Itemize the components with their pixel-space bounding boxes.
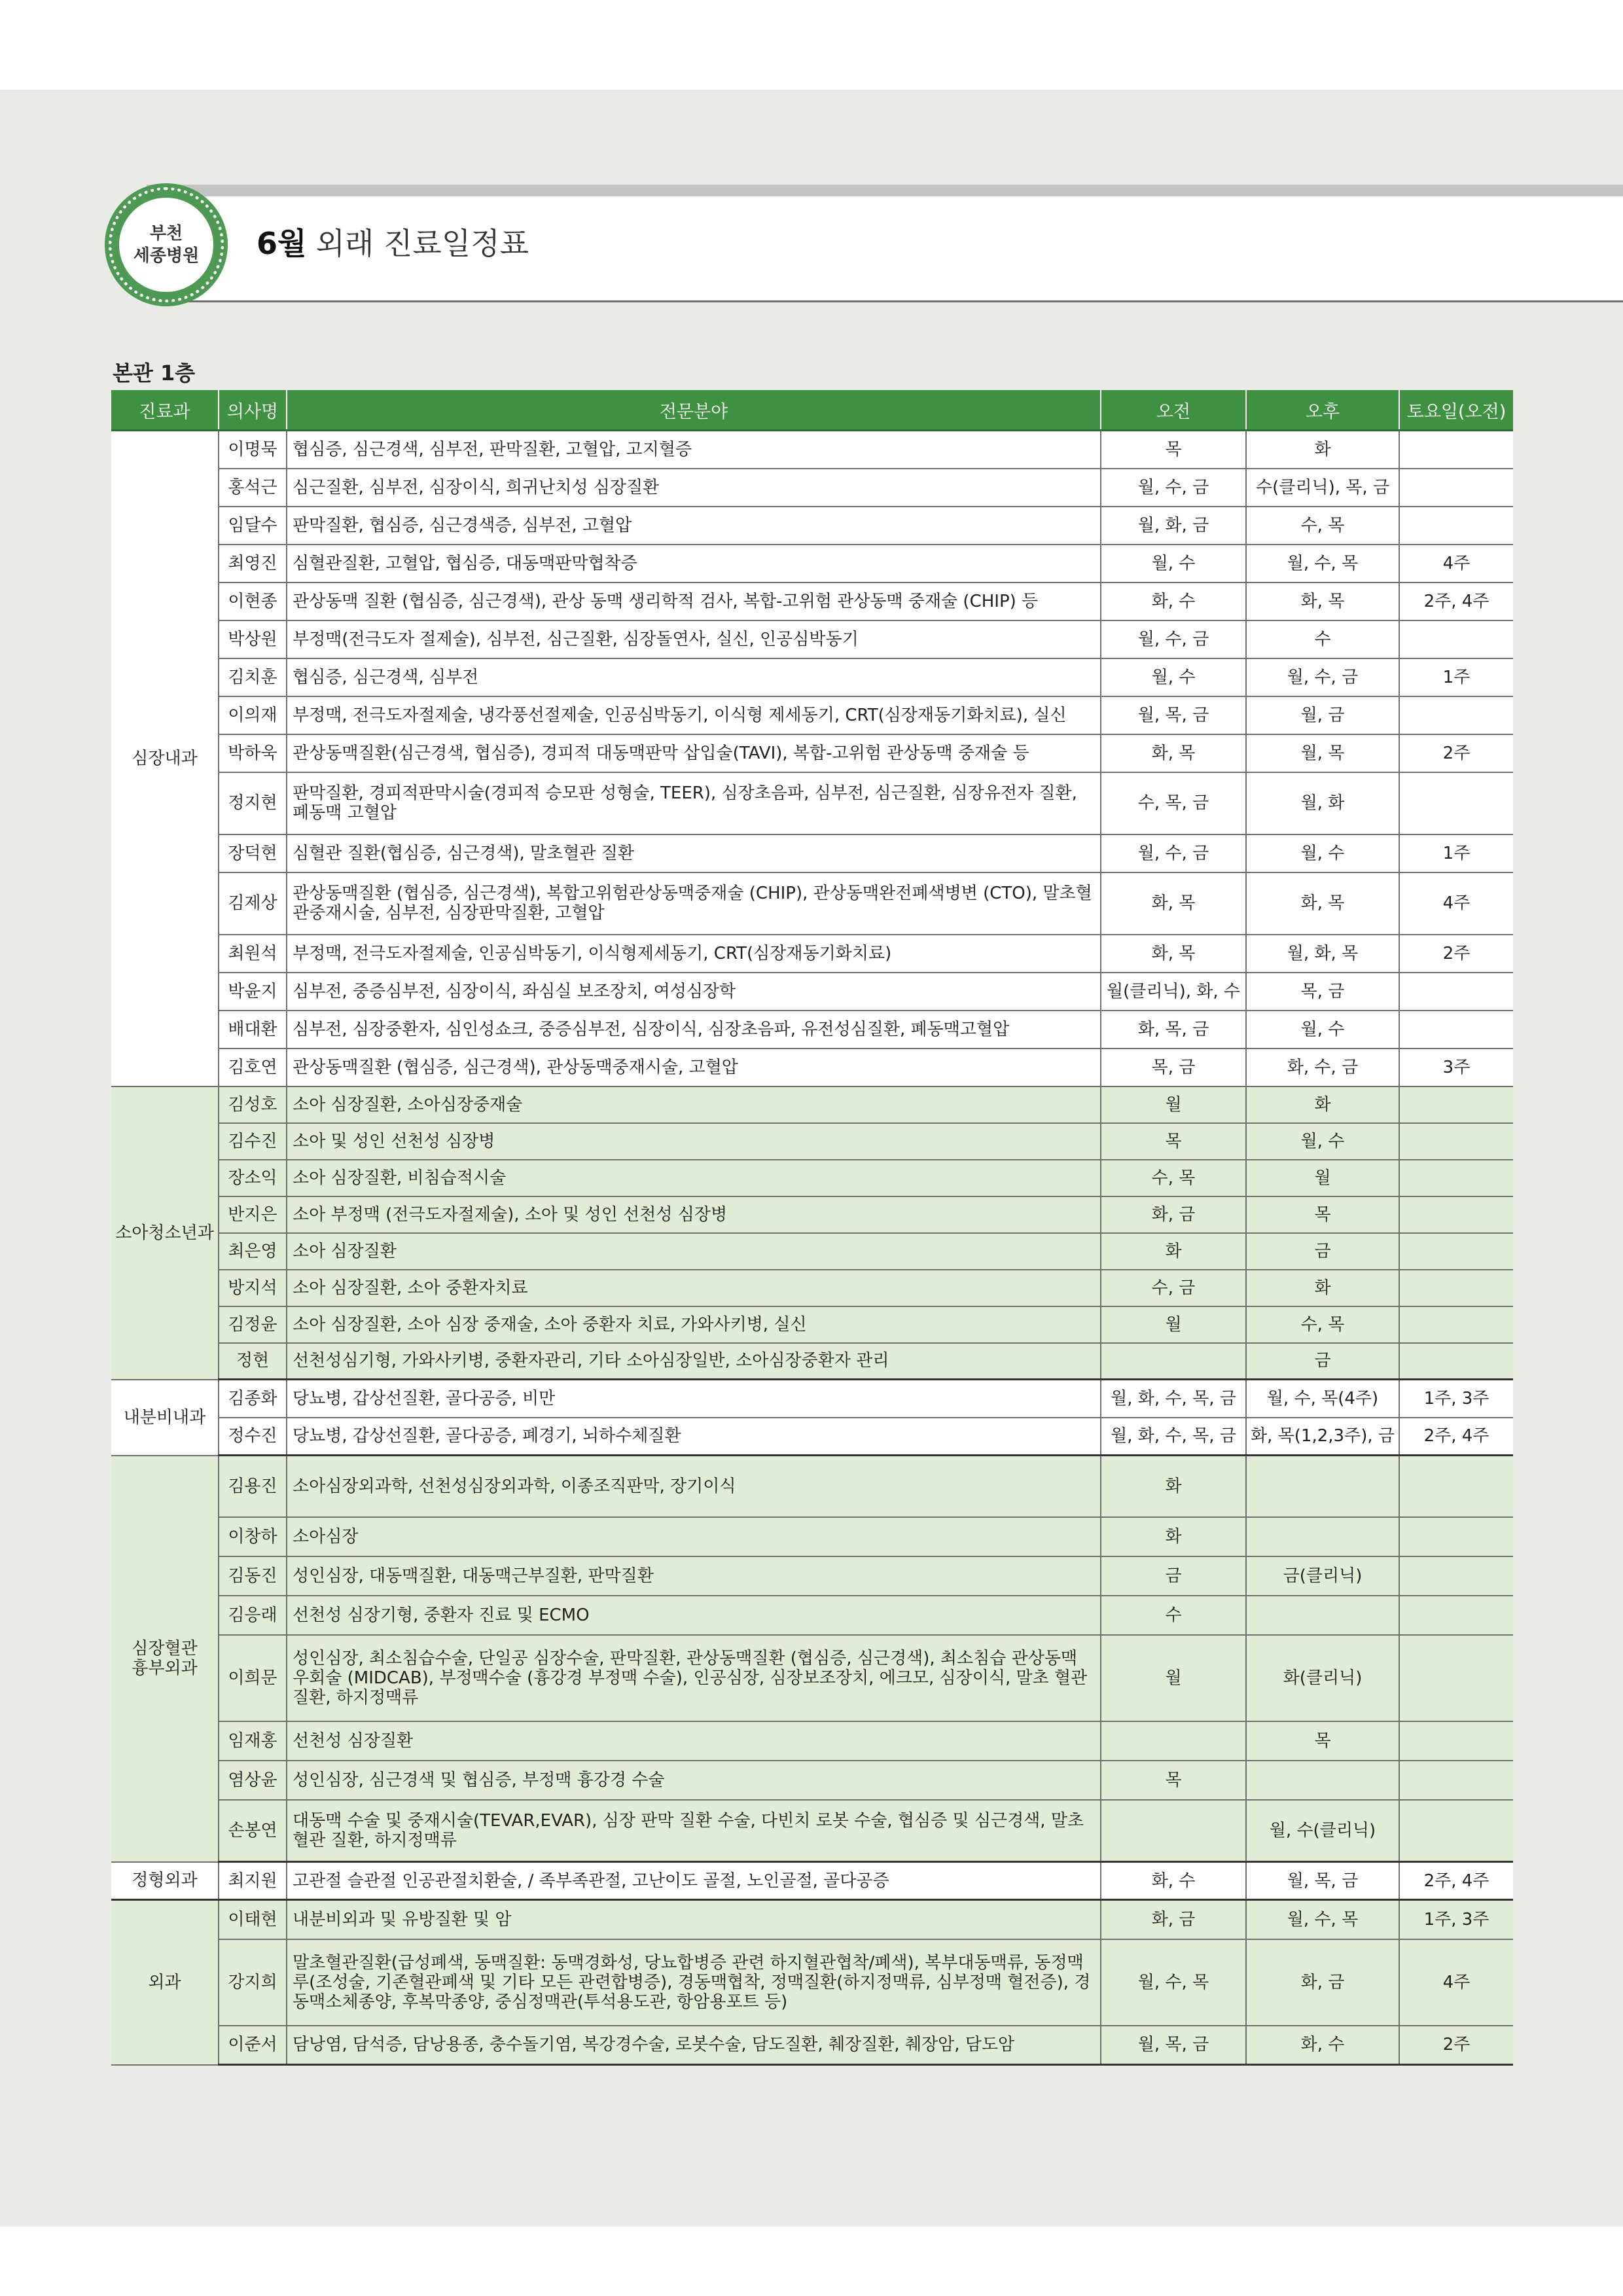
table-row <box>111 469 1513 507</box>
saturday-weeks <box>1399 1721 1513 1761</box>
saturday-weeks <box>1399 1635 1513 1721</box>
afternoon-days: 화 <box>1246 1270 1399 1306</box>
afternoon-days: 월 <box>1246 1160 1399 1196</box>
morning-days: 월 <box>1101 1306 1246 1343</box>
morning-days: 월, 수 <box>1101 545 1246 583</box>
table-row <box>111 1160 1513 1196</box>
department-group-cardiothoracic-surgery <box>111 1456 1513 1862</box>
doctor-name: 김정윤 <box>219 1306 287 1343</box>
afternoon-days: 화, 금 <box>1246 1939 1399 2026</box>
table-row <box>111 696 1513 734</box>
morning-days: 화, 목 <box>1101 935 1246 973</box>
table-row <box>111 935 1513 973</box>
morning-days: 월, 화, 금 <box>1101 507 1246 545</box>
afternoon-days: 목, 금 <box>1246 973 1399 1011</box>
specialty: 관상동맥질환(심근경색, 협심증), 경피적 대동맥판막 삽입술(TAVI), 복합-고위험 관상동맥 중재술 등 <box>287 734 1101 772</box>
table-row <box>111 583 1513 620</box>
table-row <box>111 1556 1513 1596</box>
saturday-weeks: 2주, 4주 <box>1399 1418 1513 1456</box>
department-name: 소아청소년과 <box>111 1086 219 1380</box>
table-row <box>111 1306 1513 1343</box>
afternoon-days <box>1246 1596 1399 1635</box>
morning-days: 수, 금 <box>1101 1270 1246 1306</box>
saturday-weeks <box>1399 1123 1513 1160</box>
morning-days: 월(클리닉), 화, 수 <box>1101 973 1246 1011</box>
saturday-weeks <box>1399 1011 1513 1049</box>
saturday-weeks <box>1399 431 1513 469</box>
badge-line-1: 부천 <box>149 224 183 243</box>
specialty: 심부전, 심장중환자, 심인성쇼크, 중증심부전, 심장이식, 심장초음파, 유전성심질환, 폐동맥고혈압 <box>287 1011 1101 1049</box>
specialty: 소아 심장질환, 소아심장중재술 <box>287 1086 1101 1123</box>
morning-days: 화, 목 <box>1101 734 1246 772</box>
table-row <box>111 1380 1513 1418</box>
table-row <box>111 1343 1513 1380</box>
afternoon-days: 목 <box>1246 1721 1399 1761</box>
morning-days: 화, 금 <box>1101 1196 1246 1233</box>
afternoon-days: 금(클리닉) <box>1246 1556 1399 1596</box>
specialty: 당뇨병, 갑상선질환, 골다공증, 비만 <box>287 1380 1101 1418</box>
specialty: 당뇨병, 갑상선질환, 골다공증, 폐경기, 뇌하수체질환 <box>287 1418 1101 1456</box>
afternoon-days: 수(클리닉), 목, 금 <box>1246 469 1399 507</box>
specialty: 대동맥 수술 및 중재시술(TEVAR,EVAR), 심장 판막 질환 수술, 다빈치 로봇 수술, 협심증 및 심근경색, 말초 혈관 질환, 하지정맥류 <box>287 1800 1101 1862</box>
doctor-name: 장덕현 <box>219 834 287 872</box>
afternoon-days: 화, 목(1,2,3주), 금 <box>1246 1418 1399 1456</box>
afternoon-days <box>1246 1456 1399 1517</box>
header-doctor: 의사명 <box>219 390 287 431</box>
table-row <box>111 507 1513 545</box>
table-row <box>111 431 1513 469</box>
table-row <box>111 1862 1513 1900</box>
saturday-weeks <box>1399 507 1513 545</box>
specialty: 성인심장, 심근경색 및 협심증, 부정맥 흉강경 수술 <box>287 1761 1101 1800</box>
table-row <box>111 973 1513 1011</box>
saturday-weeks <box>1399 696 1513 734</box>
doctor-name: 김성호 <box>219 1086 287 1123</box>
saturday-weeks: 2주, 4주 <box>1399 583 1513 620</box>
department-name: 내분비내과 <box>111 1380 219 1456</box>
specialty: 성인심장, 최소침습수술, 단일공 심장수술, 판막질환, 관상동맥질환 (협심증, 심근경색), 최소침습 관상동맥 우회술 (MIDCAB), 부정맥수술 (흉강경 부정맥 수술), 인공심장, 심장보조장치, 에크모, 심장이식, 말초 혈관 질환, 하지정맥류 <box>287 1635 1101 1721</box>
doctor-name: 홍석근 <box>219 469 287 507</box>
badge-line-2: 세종병원 <box>133 246 200 266</box>
morning-days: 월, 수 <box>1101 658 1246 696</box>
afternoon-days: 월, 화, 목 <box>1246 935 1399 973</box>
title-text: 외래 진료일정표 <box>315 226 529 261</box>
afternoon-days: 월, 수 <box>1246 1011 1399 1049</box>
afternoon-days: 금 <box>1246 1343 1399 1380</box>
table-row <box>111 1900 1513 1939</box>
doctor-name: 김수진 <box>219 1123 287 1160</box>
doctor-name: 배대환 <box>219 1011 287 1049</box>
morning-days: 목 <box>1101 431 1246 469</box>
specialty: 부정맥, 전극도자절제술, 냉각풍선절제술, 인공심박동기, 이식형 제세동기, CRT(심장재동기화치료), 실신 <box>287 696 1101 734</box>
afternoon-days: 월, 수, 목(4주) <box>1246 1380 1399 1418</box>
saturday-weeks <box>1399 1160 1513 1196</box>
morning-days: 수 <box>1101 1596 1246 1635</box>
saturday-weeks: 2주 <box>1399 734 1513 772</box>
table-row <box>111 1800 1513 1862</box>
saturday-weeks <box>1399 1456 1513 1517</box>
morning-days: 화, 수 <box>1101 583 1246 620</box>
doctor-name: 손봉연 <box>219 1800 287 1862</box>
table-row <box>111 872 1513 935</box>
saturday-weeks <box>1399 973 1513 1011</box>
table-row <box>111 1123 1513 1160</box>
specialty: 심혈관질환, 고혈압, 협심증, 대동맥판막협착증 <box>287 545 1101 583</box>
table-row <box>111 1939 1513 2026</box>
afternoon-days: 월, 수, 목 <box>1246 1900 1399 1939</box>
table-row <box>111 2026 1513 2065</box>
saturday-weeks <box>1399 1196 1513 1233</box>
department-name: 심장내과 <box>111 431 219 1086</box>
doctor-name: 반지은 <box>219 1196 287 1233</box>
afternoon-days: 월, 수 <box>1246 834 1399 872</box>
morning-days: 월, 목, 금 <box>1101 2026 1246 2065</box>
specialty: 부정맥(전극도자 절제술), 심부전, 심근질환, 심장돌연사, 실신, 인공심박동기 <box>287 620 1101 658</box>
department-name: 외과 <box>111 1900 219 2065</box>
saturday-weeks <box>1399 772 1513 834</box>
doctor-name: 이창하 <box>219 1517 287 1556</box>
table-row <box>111 772 1513 834</box>
morning-days: 월, 수, 목 <box>1101 1939 1246 2026</box>
saturday-weeks <box>1399 1800 1513 1862</box>
saturday-weeks: 2주 <box>1399 935 1513 973</box>
header-specialty: 전문분야 <box>287 390 1101 431</box>
morning-days: 화, 수 <box>1101 1862 1246 1900</box>
morning-days: 화 <box>1101 1456 1246 1517</box>
doctor-name: 이명묵 <box>219 431 287 469</box>
department-name: 정형외과 <box>111 1862 219 1900</box>
saturday-weeks <box>1399 1596 1513 1635</box>
morning-days: 목 <box>1101 1761 1246 1800</box>
doctor-name: 정현 <box>219 1343 287 1380</box>
morning-days: 월, 수, 금 <box>1101 620 1246 658</box>
specialty: 심근질환, 심부전, 심장이식, 희귀난치성 심장질환 <box>287 469 1101 507</box>
hospital-logo-badge <box>105 183 228 306</box>
doctor-name: 박하욱 <box>219 734 287 772</box>
table-row <box>111 1635 1513 1721</box>
department-group-orthopedics <box>111 1862 1513 1900</box>
saturday-weeks: 4주 <box>1399 872 1513 935</box>
afternoon-days: 월, 목 <box>1246 734 1399 772</box>
specialty: 협심증, 심근경색, 심부전, 판막질환, 고혈압, 고지혈증 <box>287 431 1101 469</box>
table-row <box>111 545 1513 583</box>
morning-days: 월, 수, 금 <box>1101 469 1246 507</box>
saturday-weeks: 2주, 4주 <box>1399 1862 1513 1900</box>
saturday-weeks: 1주 <box>1399 658 1513 696</box>
doctor-name: 김제상 <box>219 872 287 935</box>
saturday-weeks: 2주 <box>1399 2026 1513 2065</box>
saturday-weeks <box>1399 469 1513 507</box>
table-row <box>111 1196 1513 1233</box>
saturday-weeks <box>1399 1270 1513 1306</box>
table-row <box>111 1418 1513 1456</box>
afternoon-days: 화, 수, 금 <box>1246 1049 1399 1086</box>
doctor-name: 최영진 <box>219 545 287 583</box>
title-month: 6월 <box>257 226 307 261</box>
header-department: 진료과 <box>111 390 219 431</box>
saturday-weeks <box>1399 1556 1513 1596</box>
saturday-weeks <box>1399 1306 1513 1343</box>
afternoon-days: 월, 화 <box>1246 772 1399 834</box>
doctor-name: 김종화 <box>219 1380 287 1418</box>
saturday-weeks <box>1399 620 1513 658</box>
afternoon-days: 화, 수 <box>1246 2026 1399 2065</box>
morning-days: 목 <box>1101 1123 1246 1160</box>
afternoon-days <box>1246 1517 1399 1556</box>
department-group-pediatrics <box>111 1086 1513 1380</box>
doctor-name: 최은영 <box>219 1233 287 1270</box>
afternoon-days: 수 <box>1246 620 1399 658</box>
page-title <box>257 220 529 263</box>
doctor-name: 김동진 <box>219 1556 287 1596</box>
specialty: 소아 심장질환 <box>287 1233 1101 1270</box>
doctor-name: 최지원 <box>219 1862 287 1900</box>
saturday-weeks <box>1399 1086 1513 1123</box>
table-row <box>111 1721 1513 1761</box>
table-row <box>111 734 1513 772</box>
afternoon-days: 금 <box>1246 1233 1399 1270</box>
specialty: 판막질환, 경피적판막시술(경피적 승모판 성형술, TEER), 심장초음파, 심부전, 심근질환, 심장유전자 질환, 폐동맥 고혈압 <box>287 772 1101 834</box>
specialty: 선천성 심장질환 <box>287 1721 1101 1761</box>
department-name-line-2: 흉부외과 <box>132 1659 198 1678</box>
specialty: 소아심장 <box>287 1517 1101 1556</box>
table-row <box>111 1456 1513 1517</box>
table-row <box>111 658 1513 696</box>
table-row <box>111 620 1513 658</box>
doctor-name: 최원석 <box>219 935 287 973</box>
morning-days: 화 <box>1101 1233 1246 1270</box>
afternoon-days: 월, 금 <box>1246 696 1399 734</box>
table-row <box>111 1517 1513 1556</box>
doctor-name: 임달수 <box>219 507 287 545</box>
afternoon-days: 화 <box>1246 1086 1399 1123</box>
afternoon-days: 목 <box>1246 1196 1399 1233</box>
table-row <box>111 1233 1513 1270</box>
specialty: 판막질환, 협심증, 심근경색증, 심부전, 고혈압 <box>287 507 1101 545</box>
morning-days <box>1101 1800 1246 1862</box>
saturday-weeks: 4주 <box>1399 1939 1513 2026</box>
table-row <box>111 1011 1513 1049</box>
morning-days <box>1101 1343 1246 1380</box>
morning-days: 화, 금 <box>1101 1900 1246 1939</box>
doctor-name: 박상원 <box>219 620 287 658</box>
specialty: 내분비외과 및 유방질환 및 암 <box>287 1900 1101 1939</box>
afternoon-days: 월, 수 <box>1246 1123 1399 1160</box>
specialty: 협심증, 심근경색, 심부전 <box>287 658 1101 696</box>
specialty: 관상동맥 질환 (협심증, 심근경색), 관상 동맥 생리학적 검사, 복합-고위험 관상동맥 중재술 (CHIP) 등 <box>287 583 1101 620</box>
doctor-name: 염상윤 <box>219 1761 287 1800</box>
doctor-name: 김용진 <box>219 1456 287 1517</box>
afternoon-days: 화(클리닉) <box>1246 1635 1399 1721</box>
morning-days: 월 <box>1101 1635 1246 1721</box>
specialty: 관상동맥질환 (협심증, 심근경색), 복합고위험관상동맥중재술 (CHIP), 관상동맥완전폐색병변 (CTO), 말초혈관중재시술, 심부전, 심장판막질환, 고혈압 <box>287 872 1101 935</box>
doctor-name: 김응래 <box>219 1596 287 1635</box>
saturday-weeks: 1주 <box>1399 834 1513 872</box>
doctor-name: 강지희 <box>219 1939 287 2026</box>
saturday-weeks: 3주 <box>1399 1049 1513 1086</box>
specialty: 선천성심기형, 가와사키병, 중환자관리, 기타 소아심장일반, 소아심장중환자 관리 <box>287 1343 1101 1380</box>
specialty: 관상동맥질환 (협심증, 심근경색), 관상동맥중재시술, 고혈압 <box>287 1049 1101 1086</box>
doctor-name: 장소익 <box>219 1160 287 1196</box>
header-morning: 오전 <box>1101 390 1246 431</box>
saturday-weeks: 1주, 3주 <box>1399 1380 1513 1418</box>
specialty: 성인심장, 대동맥질환, 대동맥근부질환, 판막질환 <box>287 1556 1101 1596</box>
doctor-name: 임재홍 <box>219 1721 287 1761</box>
doctor-name: 이희문 <box>219 1635 287 1721</box>
afternoon-days: 월, 수, 목 <box>1246 545 1399 583</box>
specialty: 소아심장외과학, 선천성심장외과학, 이종조직판막, 장기이식 <box>287 1456 1101 1517</box>
morning-days: 수, 목, 금 <box>1101 772 1246 834</box>
morning-days: 금 <box>1101 1556 1246 1596</box>
afternoon-days: 수, 목 <box>1246 507 1399 545</box>
title-top-bar <box>147 185 1623 196</box>
specialty: 소아 심장질환, 소아 심장 중재술, 소아 중환자 치료, 가와사키병, 실신 <box>287 1306 1101 1343</box>
specialty: 소아 심장질환, 비침습적시술 <box>287 1160 1101 1196</box>
doctor-name: 김치훈 <box>219 658 287 696</box>
morning-days: 월, 화, 수, 목, 금 <box>1101 1418 1246 1456</box>
specialty: 소아 심장질환, 소아 중환자치료 <box>287 1270 1101 1306</box>
afternoon-days: 화, 목 <box>1246 872 1399 935</box>
afternoon-days <box>1246 1761 1399 1800</box>
morning-days: 월, 목, 금 <box>1101 696 1246 734</box>
department-name-line-1: 심장혈관 <box>132 1639 198 1659</box>
saturday-weeks: 4주 <box>1399 545 1513 583</box>
table-row <box>111 834 1513 872</box>
schedule-table <box>111 390 1513 2066</box>
morning-days: 월, 수, 금 <box>1101 834 1246 872</box>
afternoon-days: 월, 수(클리닉) <box>1246 1800 1399 1862</box>
afternoon-days: 화 <box>1246 431 1399 469</box>
specialty: 부정맥, 전극도자절제술, 인공심박동기, 이식형제세동기, CRT(심장재동기화치료) <box>287 935 1101 973</box>
doctor-name: 이의재 <box>219 696 287 734</box>
afternoon-days: 수, 목 <box>1246 1306 1399 1343</box>
specialty: 심혈관 질환(협심증, 심근경색), 말초혈관 질환 <box>287 834 1101 872</box>
specialty: 소아 부정맥 (전극도자절제술), 소아 및 성인 선천성 심장병 <box>287 1196 1101 1233</box>
department-group-endocrinology <box>111 1380 1513 1456</box>
morning-days: 월, 화, 수, 목, 금 <box>1101 1380 1246 1418</box>
morning-days <box>1101 1721 1246 1761</box>
saturday-weeks <box>1399 1233 1513 1270</box>
morning-days: 화, 목, 금 <box>1101 1011 1246 1049</box>
doctor-name: 박윤지 <box>219 973 287 1011</box>
doctor-name: 이현종 <box>219 583 287 620</box>
doctor-name: 김호연 <box>219 1049 287 1086</box>
saturday-weeks <box>1399 1343 1513 1380</box>
saturday-weeks: 1주, 3주 <box>1399 1900 1513 1939</box>
department-group-cardiology <box>111 431 1513 1086</box>
afternoon-days: 화, 목 <box>1246 583 1399 620</box>
specialty: 심부전, 중증심부전, 심장이식, 좌심실 보조장치, 여성심장학 <box>287 973 1101 1011</box>
header-afternoon: 오후 <box>1246 390 1399 431</box>
morning-days: 목, 금 <box>1101 1049 1246 1086</box>
table-row <box>111 1086 1513 1123</box>
table-row <box>111 1761 1513 1800</box>
specialty: 말초혈관질환(급성폐색, 동맥질환: 동맥경화성, 당뇨합병증 관련 하지혈관협착/폐색), 복부대동맥류, 동정맥루(조성술, 기존혈관폐색 및 기타 모든 관련합병증), 경동맥협착, 정맥질환(하지정맥류, 심부정맥 혈전증), 경동맥소체종양, 후복막종양, 중심정맥관(투석용도관, 항암용포트 등) <box>287 1939 1101 2026</box>
title-underline <box>147 300 1623 302</box>
doctor-name: 이준서 <box>219 2026 287 2065</box>
specialty: 담낭염, 담석증, 담낭용종, 충수돌기염, 복강경수술, 로봇수술, 담도질환, 췌장질환, 췌장암, 담도암 <box>287 2026 1101 2065</box>
specialty: 선천성 심장기형, 중환자 진료 및 ECMO <box>287 1596 1101 1635</box>
afternoon-days: 월, 수, 금 <box>1246 658 1399 696</box>
doctor-name: 정수진 <box>219 1418 287 1456</box>
morning-days: 월 <box>1101 1086 1246 1123</box>
morning-days: 수, 목 <box>1101 1160 1246 1196</box>
doctor-name: 이태현 <box>219 1900 287 1939</box>
doctor-name: 방지석 <box>219 1270 287 1306</box>
morning-days: 화 <box>1101 1517 1246 1556</box>
table-row <box>111 1049 1513 1086</box>
table-header-row <box>111 390 1513 431</box>
morning-days: 화, 목 <box>1101 872 1246 935</box>
department-name <box>111 1456 219 1862</box>
saturday-weeks <box>1399 1517 1513 1556</box>
specialty: 고관절 슬관절 인공관절치환술, / 족부족관절, 고난이도 골절, 노인골절, 골다공증 <box>287 1862 1101 1900</box>
afternoon-days: 월, 목, 금 <box>1246 1862 1399 1900</box>
saturday-weeks <box>1399 1761 1513 1800</box>
section-label: 본관 1층 <box>113 361 196 386</box>
header-saturday: 토요일(오전) <box>1399 390 1513 431</box>
department-group-general-surgery <box>111 1900 1513 2065</box>
table-row <box>111 1270 1513 1306</box>
doctor-name: 정지현 <box>219 772 287 834</box>
specialty: 소아 및 성인 선천성 심장병 <box>287 1123 1101 1160</box>
table-row <box>111 1596 1513 1635</box>
